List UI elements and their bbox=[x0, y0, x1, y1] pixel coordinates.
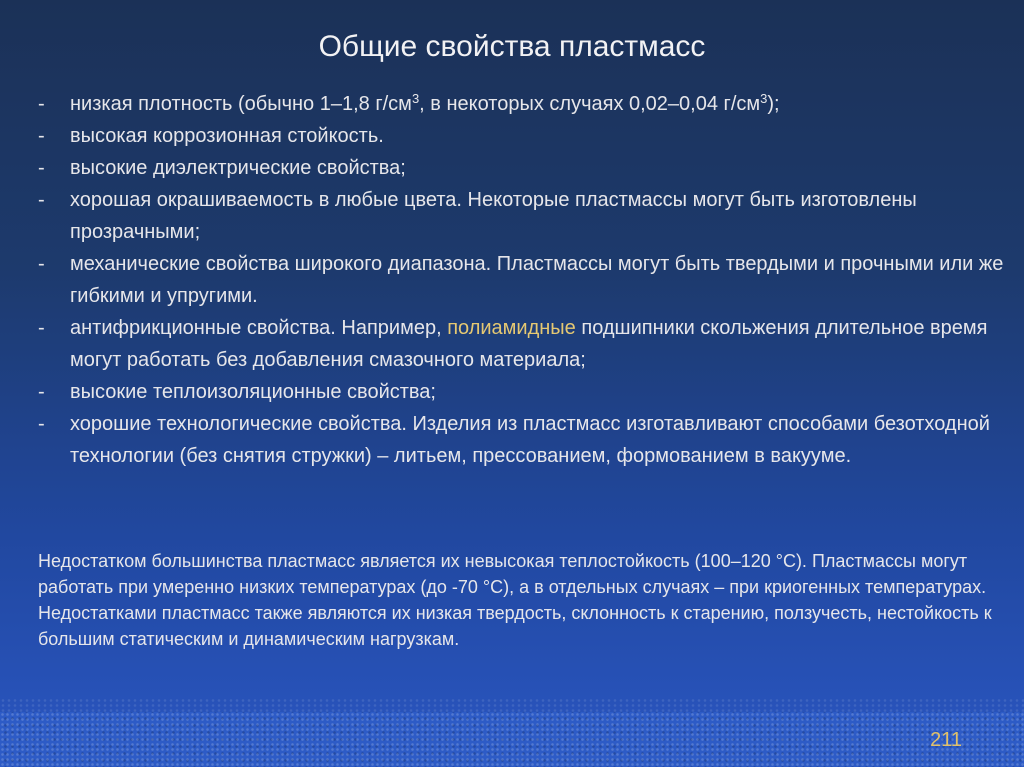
slide-title: Общие свойства пластмасс bbox=[318, 30, 706, 63]
bullet-dash: - bbox=[38, 125, 45, 147]
bullet-text: высокие теплоизоляционные свойства; bbox=[70, 381, 436, 403]
bullet-dash: - bbox=[38, 157, 45, 179]
bullet-text: высокая коррозионная стойкость. bbox=[70, 125, 384, 147]
list-item bbox=[38, 376, 1008, 408]
bullet-text-density-end: ); bbox=[767, 93, 780, 115]
list-item bbox=[38, 248, 1008, 312]
bullet-text: хорошие технологические свойства. Изделия из пластмасс изготавливают способами безотходной технологии (без снятия стружки) – литьем, прессованием, формованием в вакууме. bbox=[70, 413, 990, 467]
bullet-dash: - bbox=[38, 93, 45, 115]
drawbacks-paragraph: Недостатком большинства пластмасс является их невысокая теплостойкость (100–120 °С). Пластмассы могут работать при умеренно низких температурах (до -70 °С), а в отдельных случаях – при криогенных температурах. Недостатками пластмасс также являются их низкая твердость, склонность к старению, ползучесть, нестойкость к большим статическим и динамическим нагрузкам. bbox=[38, 551, 992, 649]
bullet-text: антифрикционные свойства. Например, bbox=[70, 317, 448, 339]
list-item bbox=[38, 152, 1008, 184]
list-item bbox=[38, 184, 1008, 248]
bullet-text: хорошая окрашиваемость в любые цвета. Некоторые пластмассы могут быть изготовлены прозрачными; bbox=[70, 189, 917, 243]
properties-list bbox=[38, 88, 1008, 472]
bullet-text: механические свойства широкого диапазона. Пластмассы могут быть твердыми и прочными или же гибкими и упругими. bbox=[70, 253, 1004, 307]
list-item bbox=[38, 88, 1008, 120]
decorative-footer-band bbox=[0, 712, 1024, 767]
list-item bbox=[38, 312, 1008, 376]
bullet-dash: - bbox=[38, 381, 45, 403]
superscript-3: 3 bbox=[760, 91, 768, 106]
bullet-text-density-cont: , в некоторых случаях 0,02–0,04 г/см bbox=[419, 93, 761, 115]
page-number: 211 bbox=[930, 729, 962, 751]
list-item bbox=[38, 120, 1008, 152]
polyamide-highlight: полиамидные bbox=[447, 317, 576, 339]
superscript-3: 3 bbox=[411, 91, 420, 106]
bullet-text: высокие диэлектрические свойства; bbox=[70, 157, 406, 179]
bullet-dash: - bbox=[38, 317, 45, 339]
bullet-dash: - bbox=[38, 413, 45, 435]
bullet-dash: - bbox=[38, 253, 45, 275]
bullet-dash: - bbox=[38, 189, 45, 211]
bullet-text-cont: подшипники скольжения длительное время могут работать без добавления смазочного материала; bbox=[70, 317, 988, 371]
list-item bbox=[38, 408, 1008, 472]
bullet-text-density: низкая плотность (обычно 1–1,8 г/см bbox=[70, 93, 412, 115]
